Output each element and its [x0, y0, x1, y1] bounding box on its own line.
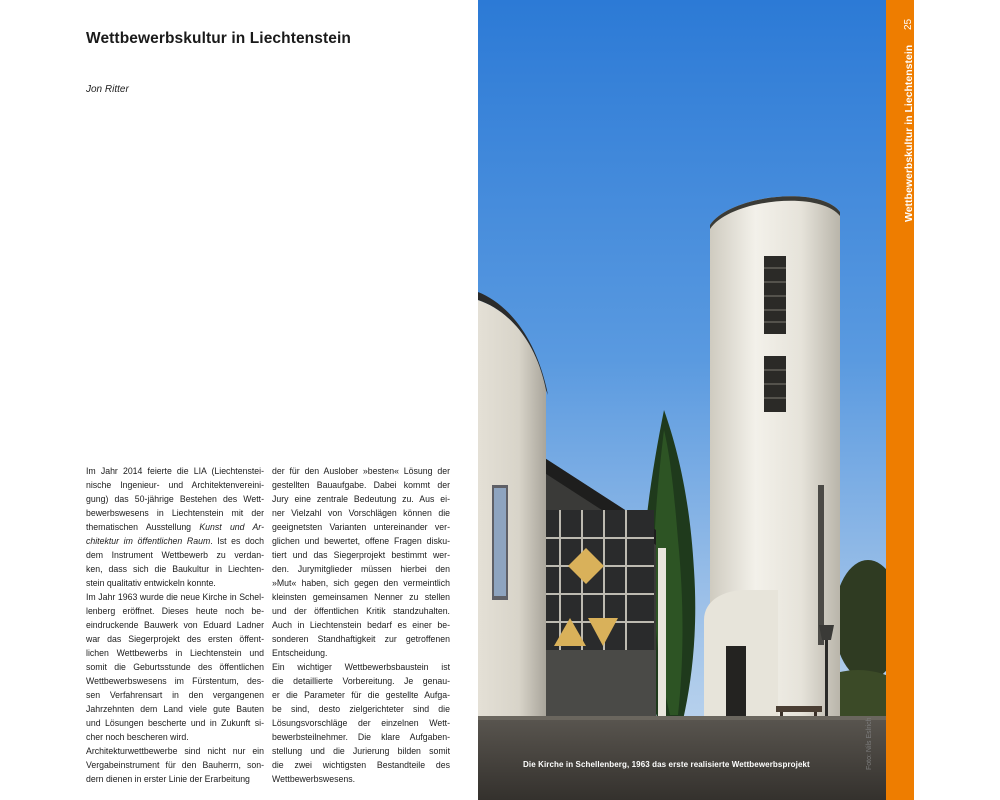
text-line: »Mut« haben, sich gegen den vermeintlich [272, 578, 450, 588]
text-line: Jury eine zentrale Bedeutung zu. Aus ei- [272, 494, 450, 504]
text-line: kleinsten gemeinsamen Nenner zu stellen [272, 592, 450, 602]
text-line: dern dienen in erster Linie der Erarbeitung [86, 774, 250, 784]
text-line: lenberg eröffnet. Dieses heute noch be- [86, 606, 264, 616]
text-line: Entscheidung. [272, 648, 328, 658]
text-line: Jahrzehnten dem Land viele gute Bauten [86, 704, 264, 714]
text-line: eindruckende Bauwerk von Eduard Ladner [86, 620, 264, 630]
text-line: Wettbewerbswesens. [272, 774, 356, 784]
text-line: lichen Wettbewerbs in Liechtenstein und [86, 648, 264, 658]
text-line: stellung und die Jurierung bilden somit [272, 746, 450, 756]
text-line: bewerbsteilnehmer. Die klare Aufgaben- [272, 732, 450, 742]
text-line: die detaillierte Vorbereitung. Je genau- [272, 676, 450, 686]
text-line: bewerbswesens in Liechtenstein mit der [86, 508, 264, 518]
text-line: chitektur im öffentlichen Raum. Ist es doch [86, 536, 264, 546]
text-line: der für den Auslober »besten« Lösung der [272, 466, 450, 476]
text-line: den. Jurymitglieder müssen hierbei den [272, 564, 450, 574]
text-line: glichen und bewertet, offene Fragen disku- [272, 536, 450, 546]
text-line: und Lösungen bescherte und in Zukunft si- [86, 718, 264, 728]
text-line: cher noch bescheren wird. [86, 732, 189, 742]
text-line: dem Instrument Wettbewerb zu verdan- [86, 550, 264, 560]
running-head: Wettbewerbskultur in Liechtenstein [903, 44, 915, 222]
body-column-2 [272, 464, 450, 786]
text-line: Ein wichtiger Wettbewerbsbaustein ist [272, 662, 450, 672]
text-line: war das Siegerprojekt des ersten öffent- [86, 634, 264, 644]
text-line: und der öffentlichen Kritik standzuhalten. [272, 606, 450, 616]
page-number: 25 [903, 18, 914, 30]
article-title: Wettbewerbskultur in Liechtenstein [86, 30, 351, 47]
text-line: Im Jahr 2014 feierte die LIA (Liechtenstei- [86, 466, 264, 476]
church-illustration [478, 0, 886, 800]
text-line: Wettbewerbswesens im Fürstentum, des- [86, 676, 264, 686]
text-line: Auch in Liechtenstein bedarf es einer be- [272, 620, 450, 630]
text-line: stein qualitativ entwickeln konnte. [86, 578, 216, 588]
text-line: ner Vielzahl von Vorschlägen können die [272, 508, 450, 518]
text-line: sonderen Standhaftigkeit zur getroffenen [272, 634, 450, 644]
text-line: be sind, desto zielgerichteter sind die [272, 704, 450, 714]
text-line: geeignetsten Varianten untereinander ver- [272, 522, 450, 532]
church-photo [478, 0, 886, 800]
text-line: thematischen Ausstellung Kunst und Ar- [86, 522, 264, 532]
text-line: ken, dass sich die Baukultur in Liechten- [86, 564, 264, 574]
article-author: Jon Ritter [86, 84, 129, 95]
text-line: Architekturwettbewerbe sind nicht nur ein [86, 746, 264, 756]
text-line: die zwei wichtigsten Bestandteile des [272, 760, 450, 770]
text-line: Im Jahr 1963 wurde die neue Kirche in Schel- [86, 592, 264, 602]
text-line: er die Parameter für die gestellte Aufga- [272, 690, 450, 700]
photo-credit: Foto: Nils Eslrich [866, 717, 873, 770]
left-page [0, 0, 478, 800]
text-line: sen Verfahrensart in den vergangenen [86, 690, 264, 700]
text-line: tiert und das Siegerprojekt bestimmt wer- [272, 550, 450, 560]
body-column-1 [86, 464, 264, 786]
text-line: Lösungsvorschläge der einzelnen Wett- [272, 718, 450, 728]
text-line: somit die Geburtsstunde des öffentlichen [86, 662, 264, 672]
text-line: gestellten Bauaufgabe. Dabei kommt der [272, 480, 450, 490]
text-line: nische Ingenieur- und Architektenvereini- [86, 480, 264, 490]
text-line: Vergabeinstrument für den Bauherrn, son- [86, 760, 264, 770]
text-line: gung) das 50-jährige Bestehen des Wett- [86, 494, 264, 504]
photo-caption: Die Kirche in Schellenberg, 1963 das erste realisierte Wettbewerbsprojekt [523, 760, 810, 769]
